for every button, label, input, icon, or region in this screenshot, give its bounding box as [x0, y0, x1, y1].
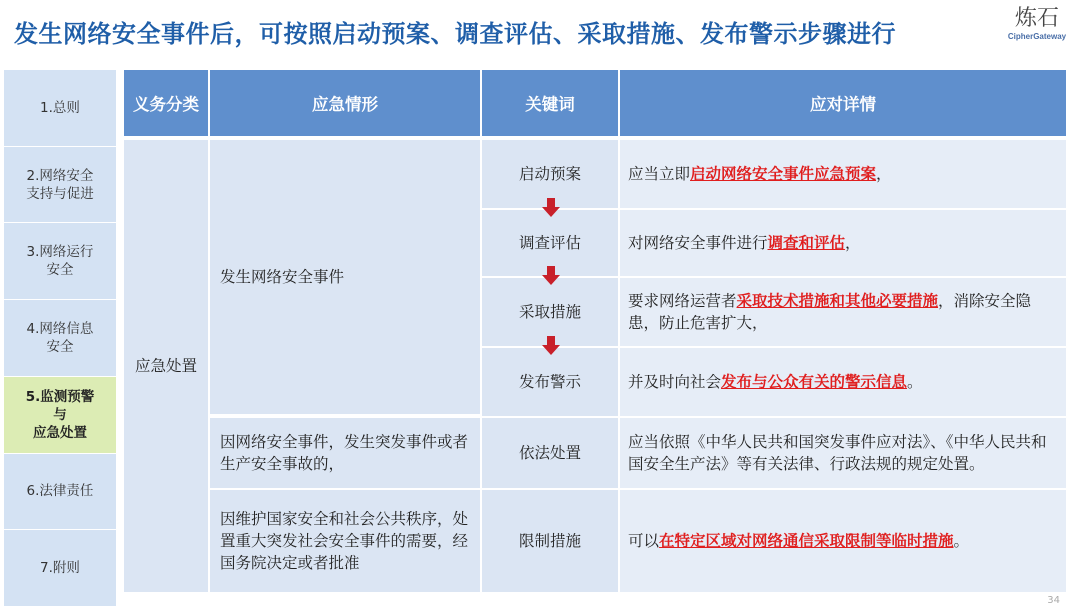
category-cell: 应急处置 [124, 140, 210, 592]
header-detail: 应对详情 [620, 70, 1066, 136]
brand-logo [1006, 6, 1068, 41]
page-number: 34 [1047, 595, 1060, 606]
detail-cell-4: 并及时向社会发布与公众有关的警示信息。 [620, 346, 1066, 416]
detail-highlight: 启动网络安全事件应急预案 [690, 165, 877, 183]
logo-en-text: CipherGateway [1007, 32, 1067, 41]
sidebar-item-operation[interactable]: 3.网络运行 安全 [4, 223, 116, 300]
logo-cn-text: 炼石 [1014, 6, 1059, 31]
header-keyword: 关键词 [482, 70, 620, 136]
header-category: 义务分类 [124, 70, 210, 136]
keyword-cell-5: 依法处置 [482, 416, 620, 488]
down-arrow-icon [541, 336, 561, 356]
detail-cell-3: 要求网络运营者采取技术措施和其他必要措施，消除安全隐患，防止危害扩大， [620, 276, 1066, 346]
detail-highlight: 发布与公众有关的警示信息 [721, 373, 908, 391]
keyword-cell-4: 发布警示 [482, 346, 620, 416]
keyword-cell-1: 启动预案 [482, 140, 620, 208]
situation-cell-1: 发生网络安全事件 [210, 140, 482, 414]
sidebar-item-monitoring[interactable]: 5.监测预警 与 应急处置 [4, 377, 116, 454]
detail-cell-1: 应当立即启动网络安全事件应急预案， [620, 140, 1066, 208]
sidebar-item-support[interactable]: 2.网络安全 支持与促进 [4, 147, 116, 224]
detail-highlight: 在特定区域对网络通信采取限制等临时措施 [659, 532, 954, 550]
keyword-cell-6: 限制措施 [482, 488, 620, 592]
down-arrow-icon [541, 198, 561, 218]
sidebar-item-liability[interactable]: 6.法律责任 [4, 454, 116, 531]
header-situation: 应急情形 [210, 70, 482, 136]
detail-cell-6: 可以在特定区域对网络通信采取限制等临时措施。 [620, 488, 1066, 592]
detail-highlight: 调查和评估 [767, 234, 846, 252]
situation-cell-2: 因网络安全事件，发生突发事件或者生产安全事故的， [210, 416, 482, 488]
situation-cell-3: 因维护国家安全和社会公共秩序，处置重大突发社会安全事件的需要，经国务院决定或者批准 [210, 488, 482, 592]
detail-cell-2: 对网络安全事件进行调查和评估， [620, 208, 1066, 276]
keyword-cell-2: 调查评估 [482, 208, 620, 276]
sidebar-item-information[interactable]: 4.网络信息 安全 [4, 300, 116, 377]
sidebar-item-general[interactable]: 1.总则 [4, 70, 116, 147]
keyword-cell-3: 采取措施 [482, 276, 620, 346]
down-arrow-icon [541, 266, 561, 286]
detail-highlight: 采取技术措施和其他必要措施 [736, 292, 939, 310]
page-title: 发生网络安全事件后，可按照启动预案、调查评估、采取措施、发布警示步骤进行 [14, 20, 896, 48]
sidebar-nav [4, 70, 116, 606]
sidebar-item-appendix[interactable]: 7.附则 [40, 560, 80, 577]
detail-cell-5: 应当依照《中华人民共和国突发事件应对法》、《中华人民共和国安全生产法》等有关法律、行政法规的规定处置。 [620, 416, 1066, 488]
emergency-table [124, 70, 1066, 592]
